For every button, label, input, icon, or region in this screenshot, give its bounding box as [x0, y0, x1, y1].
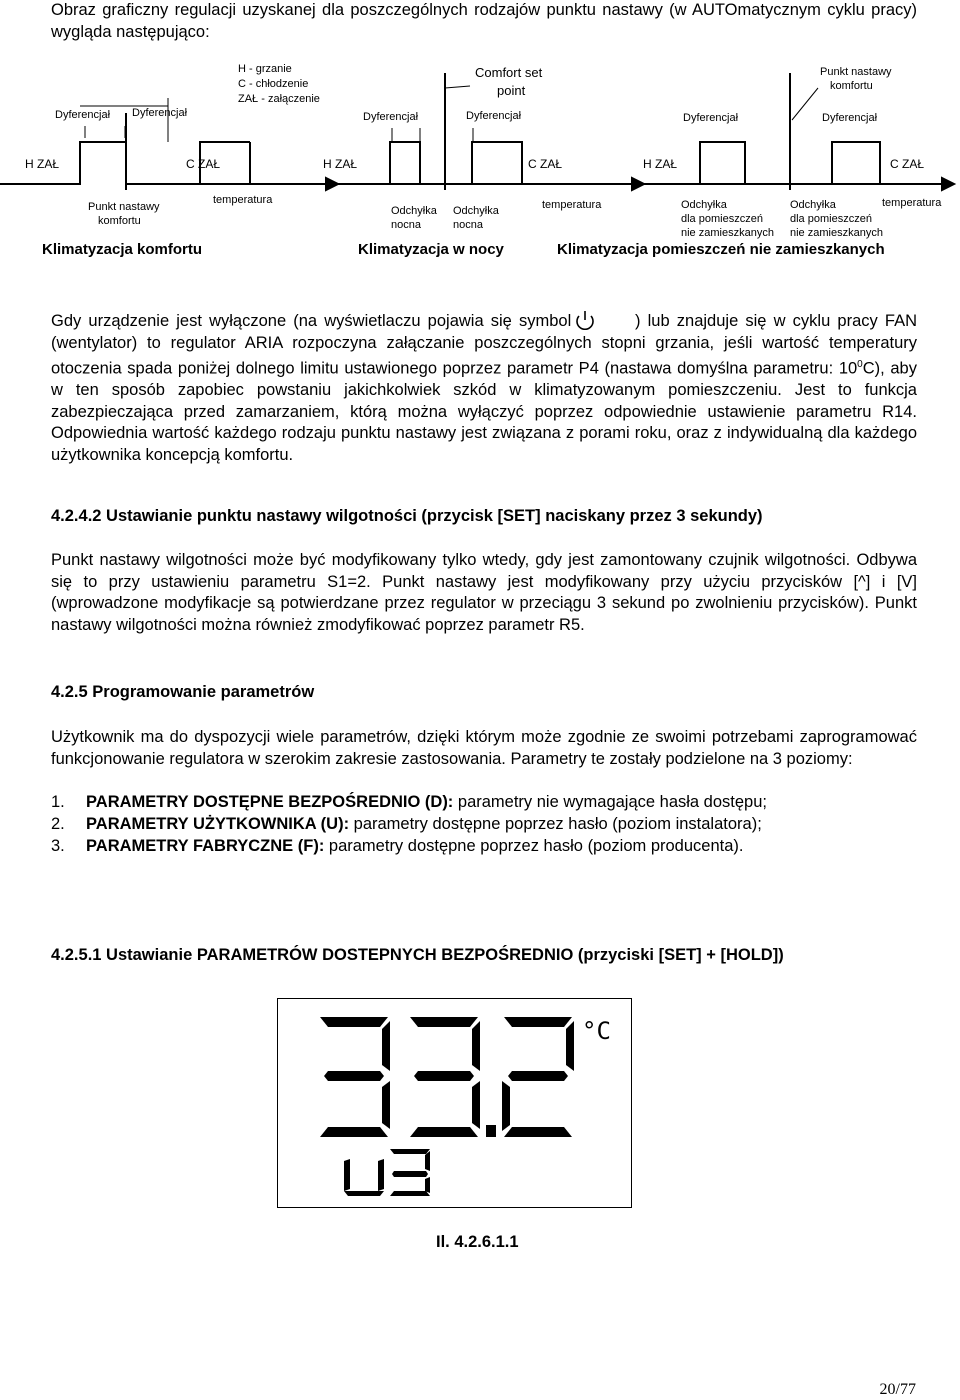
list-item	[51, 836, 743, 858]
list-bold: PARAMETRY FABRYCZNE (F):	[86, 837, 325, 855]
para1-rest: C), aby w ten sposób zapobiec powstaniu jakichkolwiek szkód w klimatyzowanym pomieszczeniu. Jest to funkcja zabezpieczająca przed zamarzaniem, którą można wyłączyć poprzez odpowiednie ustawienie parametru R14. Odpowiednia wartość każdego rodzaju punktu nastawy jest związana z porami roku, oraz z indywidualną dla każdego użytkownika koncepcją komfortu.	[51, 359, 917, 465]
p2-comfort-2: point	[497, 83, 526, 98]
p2-diff-right: Dyferencjał	[466, 110, 522, 122]
heading-programming: 4.2.5 Programowanie parametrów	[51, 683, 315, 701]
p2-title: Klimatyzacja w nocy	[358, 241, 504, 258]
figure-caption: Il. 4.2.6.1.1	[436, 1233, 519, 1251]
p2-h-on: H ZAŁ	[323, 157, 358, 171]
list-text: parametry nie wymagające hasła dostępu;	[453, 793, 767, 811]
para1-after: ) lub znajduje się w cyklu pracy FAN (wentylator) to regulator ARIA rozpoczyna załączanie poszczególnych stopni grzania, jeśli wartość temperatury otoczenia spada poniżej dolnego limitu ustawionego poprzez parametr P4 (nastawa domyślna parametru: 10	[51, 312, 917, 378]
p3-dev-right-2: dla pomieszczeń	[790, 213, 872, 225]
p3-setpoint-2: komfortu	[830, 80, 873, 92]
lcd-display	[277, 998, 632, 1208]
p1-setpoint: Punkt nastawy	[88, 201, 160, 213]
paragraph-programming: Użytkownik ma do dyspozycji wiele parametrów, dzięki którym może zgodnie ze swoimi potrzebami zaprogramować funkcjonowanie regulatora w szerokim zakresie zastosowania. Parametry te zostały podzielone na 3 poziomy:	[51, 728, 917, 768]
p2-dev-left: Odchyłka	[391, 205, 437, 217]
p1-diff-left: Dyferencjał	[55, 109, 111, 121]
paragraph-frost	[51, 310, 917, 467]
lcd-digits	[278, 999, 630, 1206]
paragraph-humidity: Punkt nastawy wilgotności może być modyfikowany tylko wtedy, gdy jest zamontowany czujnik wilgotności. Odbywa się to przy ustawieniu parametru S1=2. Punkt nastawy jest modyfikowany przy użyciu przycisków [^] i [V] (wprowadzone modyfikacje są potwierdzane przez regulator w przeciągu 3 sekund po zwolnieniu przycisków). Punkt nastawy wilgotności można również zmodyfikować poprzez parametr R5.	[51, 551, 917, 634]
para1-before: Gdy urządzenie jest wyłączone (na wyświetlaczu pojawia się symbol	[51, 312, 572, 330]
list-bold: PARAMETRY DOSTĘPNE BEZPOŚREDNIO (D):	[86, 793, 454, 811]
p1-temp: temperatura	[213, 194, 273, 206]
p1-h-on: H ZAŁ	[25, 157, 60, 171]
p3-temp: temperatura	[882, 197, 942, 209]
list-num: 2.	[51, 815, 65, 833]
p3-setpoint: Punkt nastawy	[820, 66, 892, 78]
intro-paragraph: Obraz graficzny regulacji uzyskanej dla poszczególnych rodzajów punktu nastawy (w AUTOmatycznym cyklu pracy) wygląda następująco:	[51, 1, 917, 41]
p3-diff-right: Dyferencjał	[822, 112, 878, 124]
p3-dev-left-3: nie zamieszkanych	[681, 227, 774, 239]
power-icon	[571, 310, 599, 330]
heading-direct-params: 4.2.5.1 Ustawianie PARAMETRÓW DOSTEPNYCH BEZPOŚREDNIO (przyciski [SET] + [HOLD])	[51, 946, 784, 964]
p2-comfort: Comfort set	[475, 65, 543, 80]
p1-setpoint-2: komfortu	[98, 215, 141, 227]
p3-diff-left: Dyferencjał	[683, 112, 739, 124]
list-num: 3.	[51, 837, 65, 855]
list-text: parametry dostępne poprzez hasło (poziom instalatora);	[349, 815, 762, 833]
p3-title: Klimatyzacja pomieszczeń nie zamieszkanych	[557, 241, 885, 258]
p2-dev-right-2: nocna	[453, 219, 483, 231]
p2-dev-left-2: nocna	[391, 219, 421, 231]
p3-dev-left-2: dla pomieszczeń	[681, 213, 763, 225]
p2-temp: temperatura	[542, 199, 602, 211]
p1-diff-right: Dyferencjał	[132, 107, 188, 119]
p3-dev-left: Odchyłka	[681, 199, 727, 211]
p3-dev-right: Odchyłka	[790, 199, 836, 211]
list-item	[51, 814, 762, 836]
list-bold: PARAMETRY UŻYTKOWNIKA (U):	[86, 815, 350, 833]
p2-dev-right: Odchyłka	[453, 205, 499, 217]
p3-h-on: H ZAŁ	[643, 157, 678, 171]
p3-dev-right-3: nie zamieszkanych	[790, 227, 883, 239]
legend-on: ZAŁ - załączenie	[238, 93, 320, 105]
regulation-diagram	[0, 58, 960, 268]
legend-cooling: C - chłodzenie	[238, 78, 309, 90]
list-item	[51, 792, 767, 814]
p1-c-on: C ZAŁ	[186, 157, 221, 171]
p2-diff-left: Dyferencjał	[363, 111, 419, 123]
p1-title: Klimatyzacja komfortu	[42, 241, 203, 258]
para1-sup: 0	[857, 359, 863, 371]
legend-heating: H - grzanie	[238, 63, 292, 75]
list-num: 1.	[51, 793, 65, 811]
heading-humidity: 4.2.4.2 Ustawianie punktu nastawy wilgotności (przycisk [SET] naciskany przez 3 sekundy)	[51, 507, 763, 525]
p2-c-on: C ZAŁ	[528, 157, 563, 171]
p3-c-on: C ZAŁ	[890, 157, 925, 171]
list-text: parametry dostępne poprzez hasło (poziom producenta).	[324, 837, 744, 855]
lcd-unit: °C	[582, 1017, 611, 1045]
page-number: 20/77	[879, 1381, 916, 1398]
